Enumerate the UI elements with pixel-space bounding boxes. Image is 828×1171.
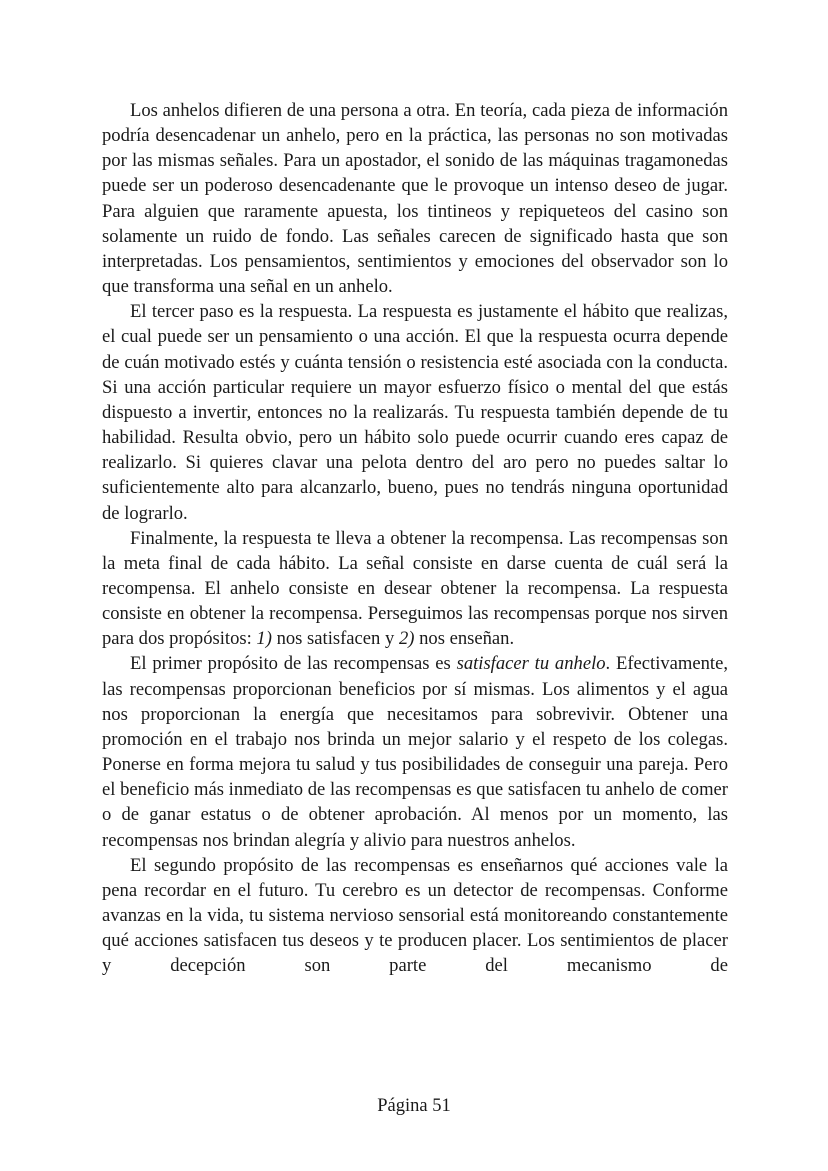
paragraph-second-purpose: El segundo propósito de las recompensas es enseñarnos qué acciones vale la pena recordar en el futuro. Tu cerebro es un detector de recompensas. Conforme avanzas en la vida, tu sistema nervioso sensorial está monitoreando constantemente qué acciones satisfacen tus deseos y te producen placer. Los sentimientos de placer y decepción son parte del mecanismo de (102, 854, 728, 977)
page-number: Página 51 (377, 1096, 451, 1116)
paragraph-response: El tercer paso es la respuesta. La respuesta es justamente el hábito que realizas, el cual puede ser un pensamiento o una acción. El que la respuesta ocurra depende de cuán motivado estés y cuánta tensión o resistencia esté asociada con la conducta. Si una acción particular requiere un mayor esfuerzo físico o mental del que estás dispuesto a invertir, entonces no la realizarás. Tu respuesta también depende de tu habilidad. Resulta obvio, pero un hábito solo puede ocurrir cuando eres capaz de realizarlo. Si quieres clavar una pelota dentro del aro pero no puedes saltar lo suficientemente alto para alcanzarlo, bueno, pues no tendrás ninguna oportunidad de lograrlo. (102, 301, 728, 524)
italic-marker-1: 1) (256, 628, 272, 650)
paragraph-reward (102, 526, 728, 652)
paragraph-reward-text-before: Finalmente, la respuesta te lleva a obtener la recompensa. Las recompensas son la meta final de cada hábito. La señal consiste en darse cuenta de cuál será la recompensa. El anhelo consiste en desear obtener la recompensa. La respuesta consiste en obtener la recompensa. Perseguimos las recompensas porque nos sirven para dos propósitos: (102, 527, 728, 650)
paragraph-first-purpose (102, 651, 728, 852)
paragraph-reward-text-after: nos enseñan. (414, 628, 515, 650)
italic-emphasis: satisfacer tu anhelo (456, 653, 606, 675)
paragraph-first-purpose-text-after: . Efectivamente, las recompensas proporcionan beneficios por sí mismas. Los alimentos y el agua nos proporcionan la energía que necesitamos para sobrevivir. Obtener una promoción en el trabajo nos brinda un mejor salario y el respeto de los colegas. Ponerse en forma mejora tu salud y tus posibilidades de conseguir una pareja. Pero el beneficio más inmediato de las recompensas es que satisfacen tu anhelo de comer o de ganar estatus o de obtener aprobación. Al menos por un momento, las recompensas nos brindan alegría y alivio para nuestros anhelos. (102, 653, 728, 851)
body-text (102, 98, 728, 978)
paragraph-first-purpose-text-before: El primer propósito de las recompensas es (130, 653, 457, 675)
italic-marker-2: 2) (398, 628, 415, 650)
paragraph-reward-text-middle: nos satisfacen y (271, 628, 399, 650)
paragraph-cravings-differ: Los anhelos difieren de una persona a otra. En teoría, cada pieza de información podría desencadenar un anhelo, pero en la práctica, las personas no son motivadas por las mismas señales. Para un apostador, el sonido de las máquinas tragamonedas puede ser un poderoso desencadenante que le provoque un intenso deseo de jugar. Para alguien que raramente apuesta, los tintineos y repiqueteos del casino son solamente un ruido de fondo. Las señales carecen de significado hasta que son interpretadas. Los pensamientos, sentimientos y emociones del observador son lo que transforma una señal en un anhelo. (102, 100, 728, 298)
